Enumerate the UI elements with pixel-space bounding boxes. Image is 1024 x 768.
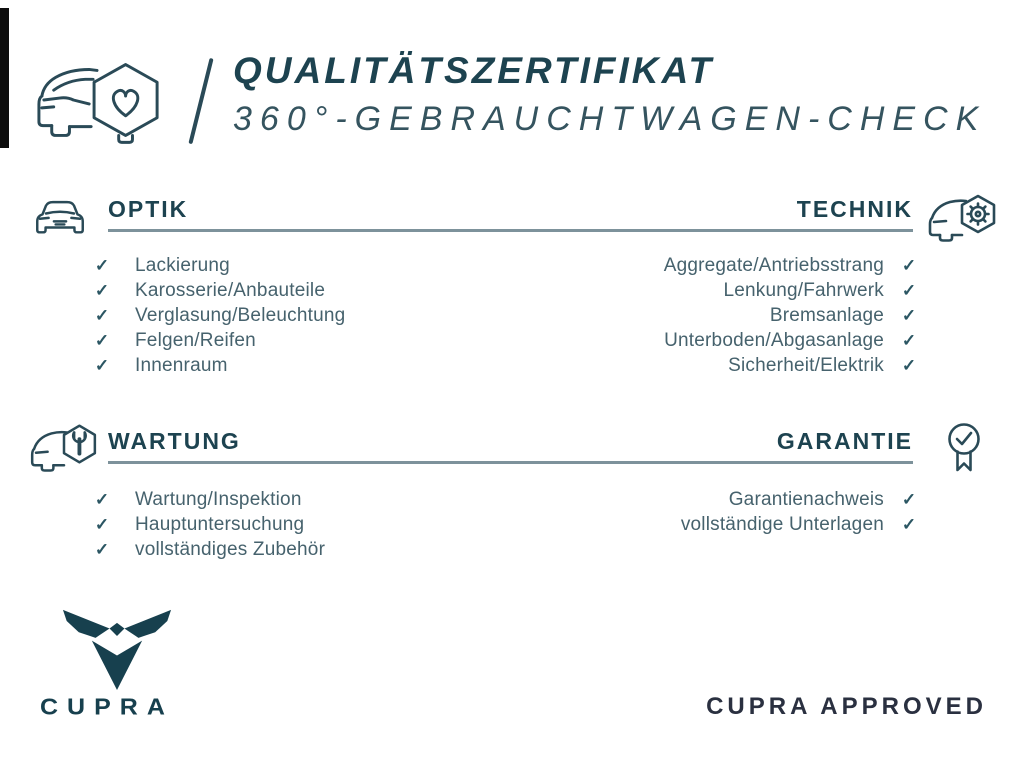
checkmark-icon: ✓ (901, 356, 917, 375)
checklist-optik (93, 253, 345, 378)
car-front-icon (32, 194, 88, 240)
checkmark-icon: ✓ (94, 540, 110, 559)
checklist-item (93, 328, 256, 353)
checklist-wartung (93, 487, 325, 562)
checklist-item (93, 353, 228, 378)
checklist-item-label: Verglasung/Beleuchtung (135, 304, 346, 326)
checklist-item (93, 253, 230, 278)
checklist-technik (664, 253, 918, 378)
checklist-item (728, 353, 918, 378)
section-divider (108, 461, 913, 464)
checkmark-icon: ✓ (901, 515, 917, 534)
checklist-item (93, 512, 304, 537)
checklist-item-label: Aggregate/Antriebsstrang (663, 254, 884, 276)
cupra-wordmark: CUPRA (40, 694, 174, 720)
checklist-item (723, 278, 918, 303)
checklist-garantie (681, 487, 918, 537)
section-title-garantie: GARANTIE (776, 428, 913, 454)
header-slash-divider (188, 58, 213, 144)
checklist-item (664, 253, 918, 278)
page-subtitle: 360°-GEBRAUCHTWAGEN-CHECK (233, 100, 987, 138)
section-title-wartung: WARTUNG (108, 428, 241, 454)
checklist-item (93, 487, 302, 512)
checklist-item-label: Karosserie/Anbauteile (135, 279, 326, 301)
checkmark-icon: ✓ (94, 306, 110, 325)
checklist-item-label: Sicherheit/Elektrik (728, 354, 884, 376)
checklist-item-label: Garantienachweis (728, 488, 884, 510)
checkmark-icon: ✓ (94, 515, 110, 534)
checkmark-icon: ✓ (94, 490, 110, 509)
checklist-item (729, 487, 918, 512)
checklist-item-label: vollständiges Zubehör (135, 538, 326, 560)
checklist-item (770, 303, 918, 328)
checklist-item (681, 512, 918, 537)
checklist-item-label: Innenraum (135, 354, 228, 376)
checklist-item-label: Unterboden/Abgasanlage (664, 329, 884, 351)
checklist-item (664, 328, 918, 353)
checklist-item-label: Lenkung/Fahrwerk (723, 279, 884, 301)
checklist-item-label: Lackierung (135, 254, 230, 276)
car-heart-hexagon-icon (34, 50, 164, 150)
cupra-approved-label: CUPRA APPROVED (706, 693, 987, 720)
section-title-optik: OPTIK (108, 196, 189, 222)
checklist-item-label: Felgen/Reifen (135, 329, 256, 351)
checkmark-icon: ✓ (94, 256, 110, 275)
checklist-item (93, 303, 345, 328)
cupra-logo-icon (58, 608, 176, 690)
checklist-item-label: Bremsanlage (769, 304, 884, 326)
checkmark-icon: ✓ (901, 281, 917, 300)
page-title: QUALITÄTSZERTIFIKAT (233, 50, 715, 91)
checkmark-icon: ✓ (901, 256, 917, 275)
edge-artifact-bar (0, 8, 9, 148)
checkmark-icon: ✓ (901, 306, 917, 325)
section-title-technik: TECHNIK (796, 196, 913, 222)
checklist-item-label: Wartung/Inspektion (135, 488, 302, 510)
medal-check-icon (944, 420, 984, 478)
checklist-item (93, 537, 325, 562)
section-divider (108, 229, 913, 232)
car-gear-hexagon-icon (928, 188, 996, 242)
checklist-item (93, 278, 325, 303)
car-wrench-hexagon-icon (28, 418, 100, 472)
checkmark-icon: ✓ (94, 281, 110, 300)
checklist-item-label: Hauptuntersuchung (135, 513, 305, 535)
checkmark-icon: ✓ (901, 331, 917, 350)
checkmark-icon: ✓ (94, 331, 110, 350)
checkmark-icon: ✓ (901, 490, 917, 509)
checklist-item-label: vollständige Unterlagen (680, 513, 884, 535)
checkmark-icon: ✓ (94, 356, 110, 375)
